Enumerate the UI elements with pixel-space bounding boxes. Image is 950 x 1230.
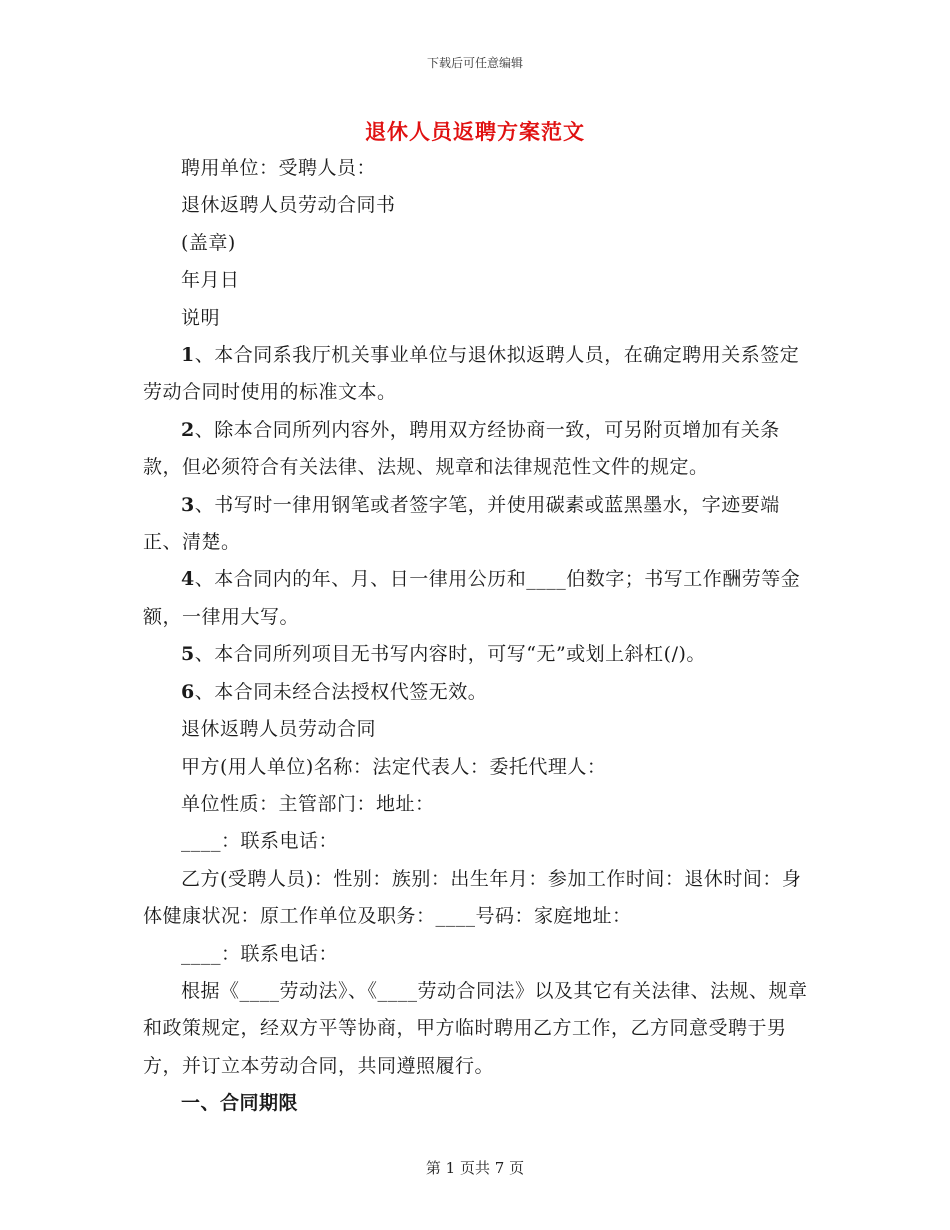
item-text: 、本合同内的年、月、日一律用公历和____伯数字；书写工作酬劳等金额，一律用大写。 xyxy=(143,568,801,628)
paragraph: 退休返聘人员劳动合同 xyxy=(181,718,377,741)
paragraph: 年月日 xyxy=(181,269,240,292)
item-text: 、本合同所列项目无书写内容时，可写“无”或划上斜杠(/)。 xyxy=(194,643,706,666)
numbered-paragraph xyxy=(143,674,809,711)
item-number: 2 xyxy=(181,418,195,441)
paragraph: (盖章) xyxy=(181,231,236,254)
numbered-paragraph xyxy=(143,561,809,636)
paragraph: 聘用单位：受聘人员： xyxy=(181,157,377,179)
page-header: 下载后可任意编辑 xyxy=(426,56,523,70)
item-number: 1 xyxy=(181,344,195,367)
paragraph: 乙方(受聘人员)：性别：族别：出生年月：参加工作时间：退休时间：身体健康状况：原工作单位及职务：____号码：家庭地址： xyxy=(143,867,802,928)
paragraph: 退休返聘人员劳动合同书 xyxy=(181,194,396,217)
paragraph: 甲方(用人单位)名称：法定代表人：委托代理人： xyxy=(181,755,607,778)
page-footer: 第 1 页共 7 页 xyxy=(425,1159,525,1177)
item-text: 、除本合同所列内容外，聘用双方经协商一致，可另附页增加有关条款，但必须符合有关法律、法规、规章和法律规范性文件的规定。 xyxy=(143,418,780,479)
paragraph: ____：联系电话： xyxy=(181,942,339,965)
paragraph: 根据《____劳动法》、《____劳动合同法》以及其它有关法律、法规、规章和政策规定，经双方平等协商，甲方临时聘用乙方工作，乙方同意受聘于男方，并订立本劳动合同，共同遵照履行。 xyxy=(143,979,808,1077)
section-heading: 一、合同期限 xyxy=(181,1092,299,1115)
item-text: 、书写时一律用钢笔或者签字笔，并使用碳素或蓝黑墨水，字迹要端正、清楚。 xyxy=(143,493,780,554)
numbered-paragraph xyxy=(143,636,809,673)
paragraph: ____：联系电话： xyxy=(181,830,339,853)
numbered-paragraph xyxy=(143,412,809,487)
document-body xyxy=(143,150,809,1123)
numbered-paragraph xyxy=(143,337,809,412)
item-number: 5 xyxy=(181,643,195,666)
paragraph: 单位性质：主管部门：地址： xyxy=(181,792,435,815)
item-text: 、本合同未经合法授权代签无效。 xyxy=(194,680,488,703)
item-number: 4 xyxy=(181,568,195,591)
item-number: 3 xyxy=(181,493,195,516)
document-title: 退休人员返聘方案范文 xyxy=(365,119,585,144)
item-number: 6 xyxy=(181,680,195,703)
numbered-paragraph xyxy=(143,487,809,562)
paragraph: 说明 xyxy=(181,306,221,329)
item-text: 、本合同系我厅机关事业单位与退休拟返聘人员，在确定聘用关系签定劳动合同时使用的标准文本。 xyxy=(143,344,800,404)
